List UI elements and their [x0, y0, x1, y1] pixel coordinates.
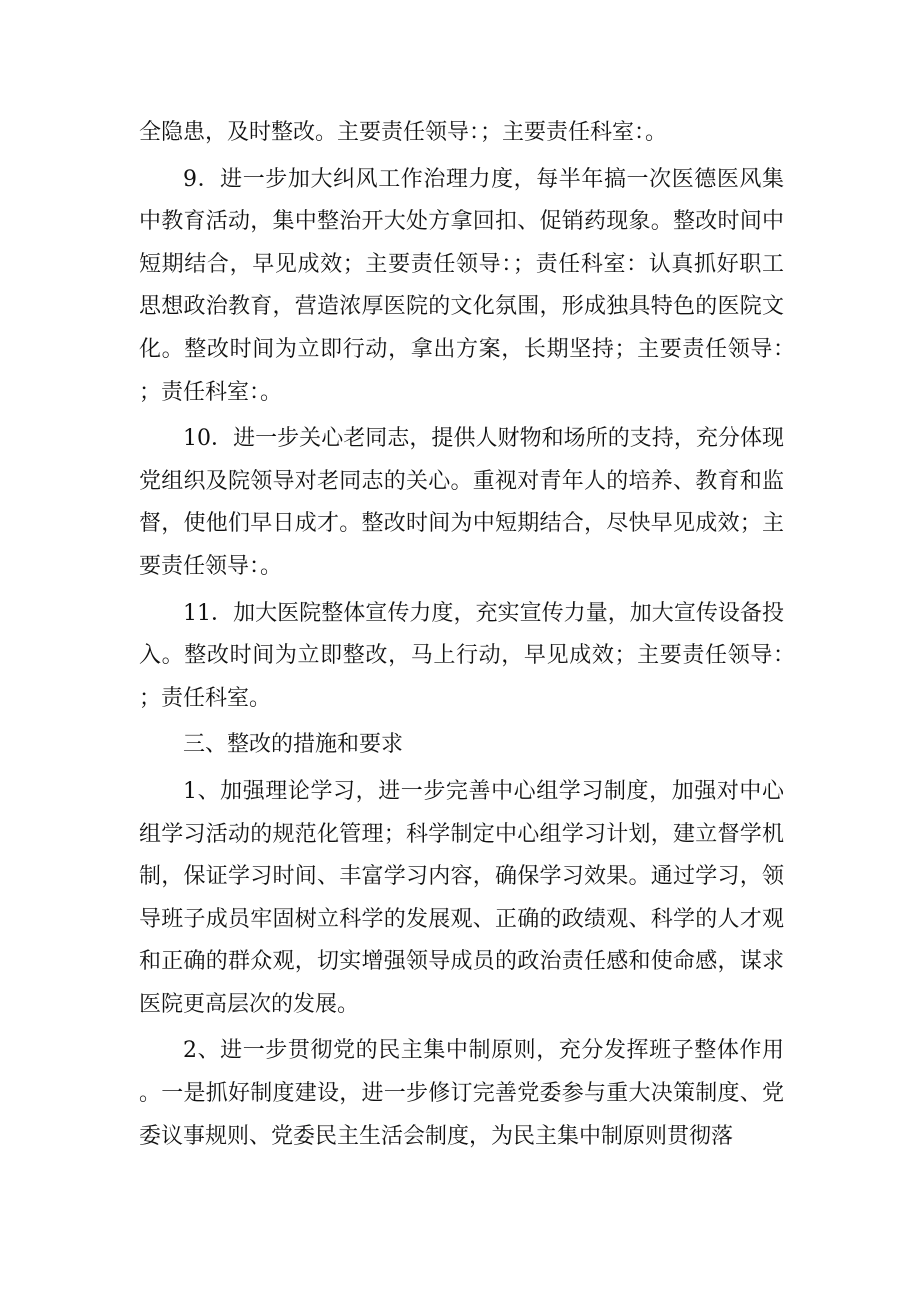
paragraph-item-10: 10．进一步关心老同志，提供人财物和场所的支持，充分体现党组织及院领导对老同志的关心。重视对青年人的培养、教育和监督，使他们早日成才。整改时间为中短期结合，尽快早见成效；主要责任领导：。 [139, 426, 784, 579]
paragraph-item-9: 9．进一步加大纠风工作治理力度，每半年搞一次医德医风集中教育活动，集中整治开大处方拿回扣、促销药现象。整改时间中短期结合，早见成效；主要责任领导：；责任科室：认真抓好职工思想政治教育，营造浓厚医院的文化氛围，形成独具特色的医院文化。整改时间为立即行动，拿出方案，长期坚持；主要责任领导：；责任科室：。 [139, 166, 784, 405]
paragraph-measure-2: 2、进一步贯彻党的民主集中制原则，充分发挥班子整体作用。一是抓好制度建设，进一步修订完善党委参与重大决策制度、党委议事规则、党委民主生活会制度，为民主集中制原则贯彻落 [139, 1038, 784, 1149]
document-body [139, 112, 784, 1158]
paragraph-measure-1: 1、加强理论学习，进一步完善中心组学习制度，加强对中心组学习活动的规范化管理；科学制定中心组学习计划，建立督学机制，保证学习时间、丰富学习内容，确保学习效果。通过学习，领导班子成员牢固树立科学的发展观、正确的政绩观、科学的人才观和正确的群众观，切实增强领导成员的政治责任感和使命感，谋求医院更高层次的发展。 [139, 778, 784, 1017]
paragraph-item-11: 11．加大医院整体宣传力度，充实宣传力量，加大宣传设备投入。整改时间为立即整改，马上行动，早见成效；主要责任领导：；责任科室。 [139, 600, 784, 711]
section-heading-3: 三、整改的措施和要求 [183, 732, 404, 758]
paragraph-continuation: 全隐患，及时整改。主要责任领导：；主要责任科室：。 [139, 120, 668, 145]
